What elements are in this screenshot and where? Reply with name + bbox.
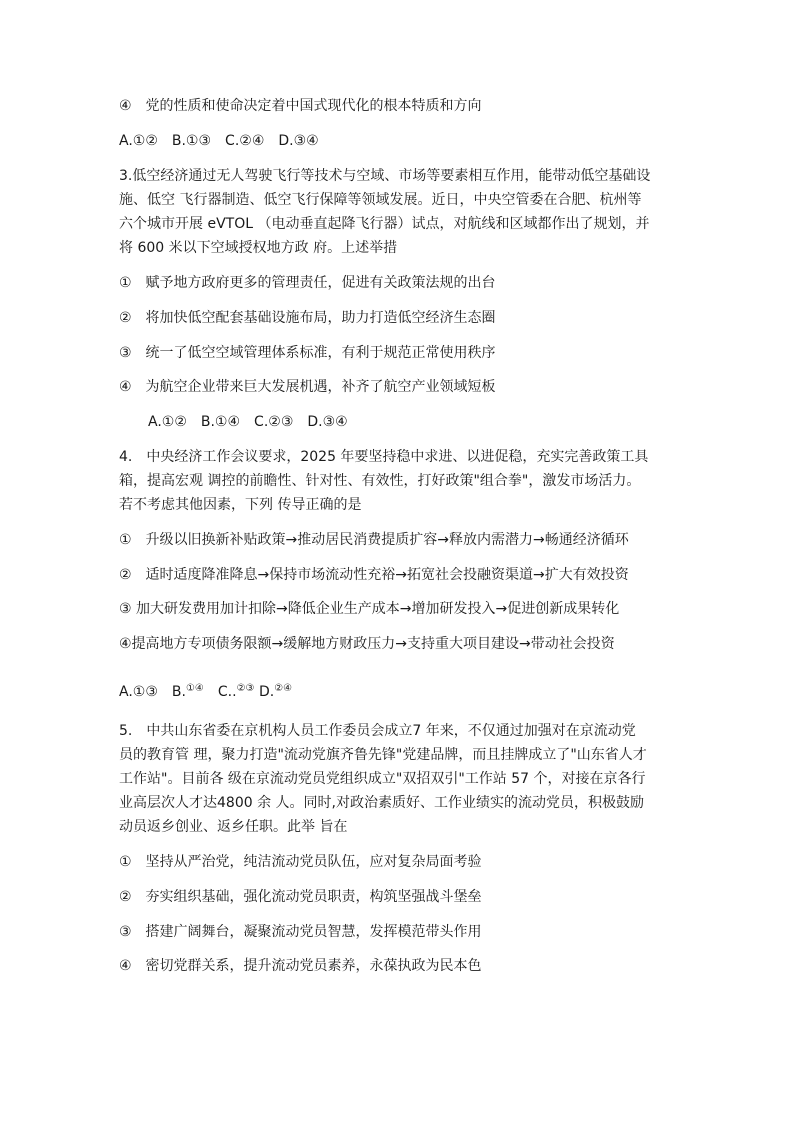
q4-stem-line-2: 箱，提高宏观 调控的前瞻性、针对性、有效性，打好政策"组合拳"，激发市场活力。 xyxy=(119,473,641,489)
q5-stem-line-2: 员的教育管 理，聚力打造"流动党旗齐鲁先锋"党建品牌，而且挂牌成立了"山东省人才 xyxy=(119,747,647,763)
q5-item-4: ④ 密切党群关系，提升流动党员素养，永葆执政为民本色 xyxy=(119,958,482,974)
q4-item-2: ② 适时适度降准降息→保持市场流动性充裕→拓宽社会投融资渠道→扩大有效投资 xyxy=(119,567,629,583)
q4-item-3: ③ 加大研发费用加计扣除→降低企业生产成本→增加研发投入→促进创新成果转化 xyxy=(119,601,620,617)
q3-item-3: ③ 统一了低空空域管理体系标准，有利于规范正常使用秩序 xyxy=(119,345,496,361)
q3-item-1: ① 赋予地方政府更多的管理责任，促进有关政策法规的出台 xyxy=(119,275,496,291)
q4-item-4: ④提高地方专项债务限额→缓解地方财政压力→支持重大项目建设→带动社会投资 xyxy=(119,636,615,652)
q3-options: A.①② B.①④ C.②③ D.③④ xyxy=(148,414,348,430)
q4-option-c: C.. xyxy=(203,684,237,700)
q5-stem-line-4: 业高层次人才达4800 余 人。同时,对政治素质好、工作业绩实的流动党员，积极鼓励 xyxy=(119,795,644,811)
q2-options: A.①② B.①③ C.②④ D.③④ xyxy=(119,133,319,149)
q4-options xyxy=(119,679,292,702)
q5-item-2: ② 夯实组织基础，强化流动党员职责，构筑坚强战斗堡垒 xyxy=(119,889,482,905)
q4-option-b-value: ①④ xyxy=(185,683,204,694)
q4-option-d: D. xyxy=(254,684,275,700)
q3-item-4: ④ 为航空企业带来巨大发展机遇，补齐了航空产业领域短板 xyxy=(119,379,496,395)
q5-stem-line-3: 工作站"。目前各 级在京流动党员党组织成立"双招双引"工作站 57 个，对接在京各行 xyxy=(119,771,646,787)
q5-item-1: ① 坚持从严治党，纯洁流动党员队伍，应对复杂局面考验 xyxy=(119,854,482,870)
q5-item-3: ③ 搭建广阔舞台，凝聚流动党员智慧，发挥模范带头作用 xyxy=(119,924,482,940)
q4-stem-line-3: 若不考虑其他因素，下列 传导正确的是 xyxy=(119,497,362,513)
q3-stem-line-3: 六个城市开展 eVTOL （电动垂直起降飞行器）试点，对航线和区域都作出了规划，并 xyxy=(119,216,650,232)
q5-stem-line-5: 动员返乡创业、返乡任职。此举 旨在 xyxy=(119,819,348,835)
q2-item-4: ④ 党的性质和使命决定着中国式现代化的根本特质和方向 xyxy=(119,98,482,114)
q3-stem-line-1: 3.低空经济通过无人驾驶飞行等技术与空域、市场等要素相互作用，能带动低空基础设 xyxy=(119,168,651,184)
q5-stem-line-1: 5. 中共山东省委在京机构人员工作委员会成立7 年来，不仅通过加强对在京流动党 xyxy=(119,723,636,739)
q4-option-c-value: ②③ xyxy=(236,683,255,694)
q4-stem-line-1: 4. 中央经济工作会议要求，2025 年要坚持稳中求进、以进促稳，充实完善政策工具 xyxy=(119,449,649,465)
q4-option-a: A.①③ B. xyxy=(119,684,186,700)
q3-stem-line-2: 施、低空 飞行器制造、低空飞行保障等领域发展。近日，中央空管委在合肥、杭州等 xyxy=(119,192,642,208)
q4-item-1: ① 升级以旧换新补贴政策→推动居民消费提质扩容→释放内需潜力→畅通经济循环 xyxy=(119,532,629,548)
q3-stem-line-4: 将 600 米以下空域授权地方政 府。上述举措 xyxy=(119,240,398,256)
q4-option-d-value: ②④ xyxy=(274,683,293,694)
q3-item-2: ② 将加快低空配套基础设施布局，助力打造低空经济生态圈 xyxy=(119,310,496,326)
